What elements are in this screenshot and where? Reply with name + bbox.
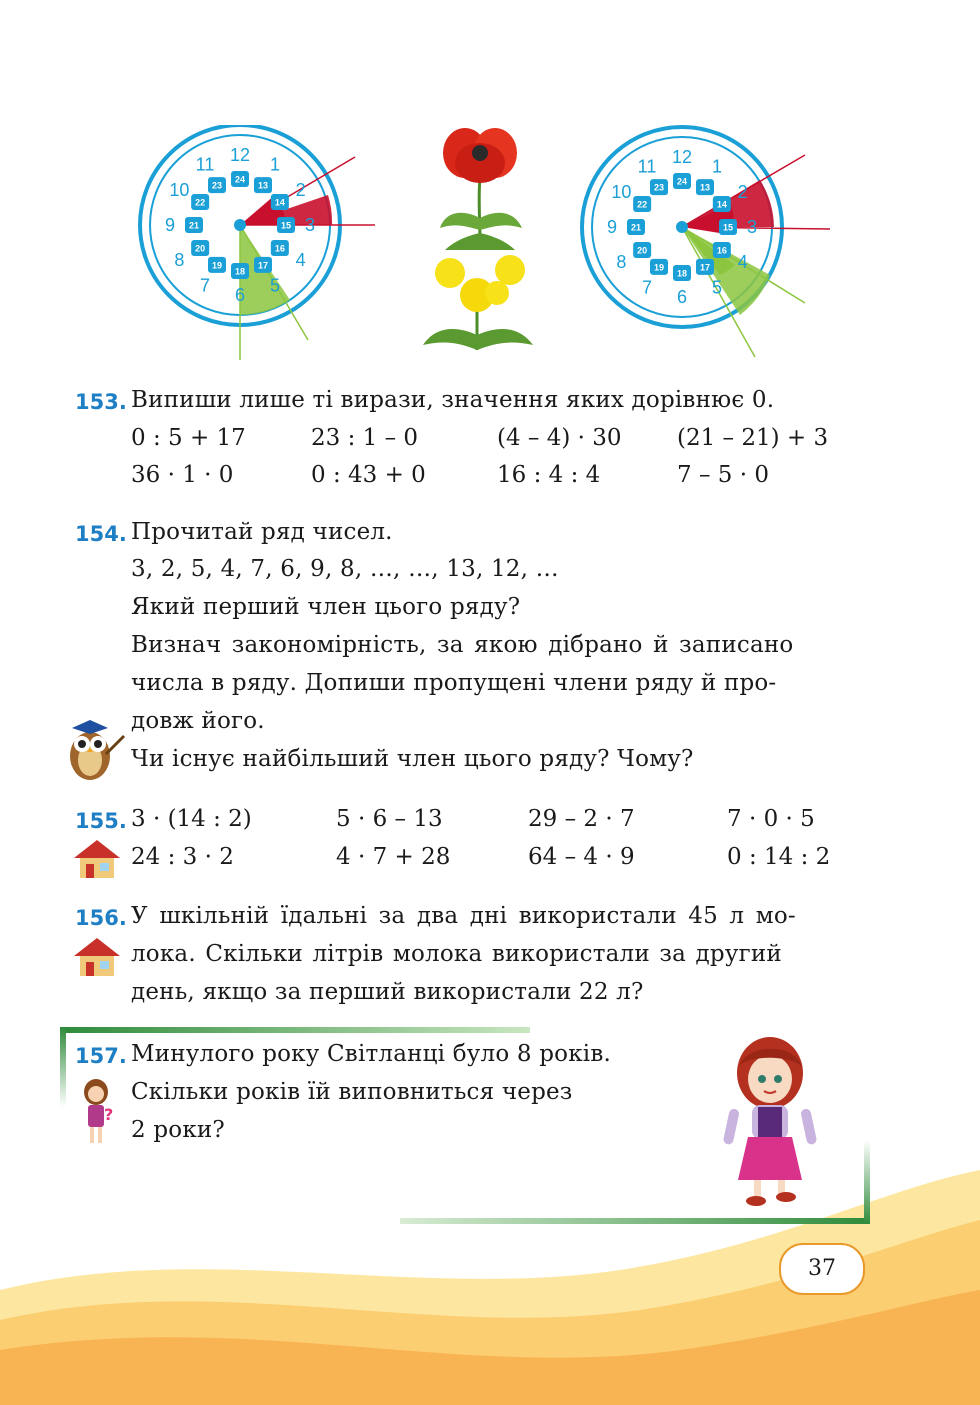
clock-hour-label: 8: [616, 252, 627, 272]
clock-hour-label: 10: [169, 180, 190, 200]
exercise-153-task: Випиши лише ті вирази, значення яких дорівнює 0.: [131, 387, 775, 413]
exercise-154-line: Визнач закономірність, за якою дібрано й записано: [131, 632, 794, 658]
clock-hour-label: 9: [164, 215, 176, 235]
clock-right: [570, 125, 840, 365]
dandelion-illustration: [415, 255, 540, 355]
page-number-badge: 37: [779, 1243, 865, 1295]
girl-thinking-icon: [78, 1078, 118, 1148]
exercise-157-frame-right: [864, 1140, 870, 1224]
exercise-154-line: Який перший член цього ряду?: [131, 594, 521, 620]
exercise-154-line: Чи існує найбільший член цього ряду? Чому?: [131, 746, 694, 772]
clock-inner-hour-label: 13: [257, 180, 269, 191]
clock-inner-hour-label: 17: [257, 260, 269, 271]
expression: 5 · 6 – 13: [336, 806, 443, 832]
clock-left: [130, 125, 390, 365]
clock-inner-hour-label: 22: [195, 197, 206, 208]
clock-inner-hour-label: 14: [274, 197, 285, 208]
clock-hour-label: 2: [295, 180, 306, 200]
clock-hour-label: 12: [671, 147, 693, 167]
exercise-154-line: 3, 2, 5, 4, 7, 6, 9, 8, …, …, 13, 12, …: [131, 556, 559, 582]
expression: 3 · (14 : 2): [131, 806, 252, 832]
expression: 4 · 7 + 28: [336, 844, 451, 870]
exercise-154-number: 154.: [75, 522, 127, 546]
clock-inner-hour-label: 14: [716, 199, 727, 210]
clock-inner-hour-label: 22: [637, 199, 648, 210]
exercise-157-line: Скільки років їй виповниться через: [131, 1079, 573, 1105]
house-homework-icon: [72, 936, 122, 978]
clock-hour-label: 9: [606, 217, 618, 237]
clock-inner-hour-label: 20: [195, 243, 206, 254]
exercise-154-line: числа в ряду. Допиши пропущені члени ряду й про-: [131, 670, 777, 696]
svg-text:?: ?: [104, 1105, 114, 1124]
owl-teacher-icon: [62, 714, 128, 784]
exercise-153-number: 153.: [75, 390, 127, 414]
expression: (21 – 21) + 3: [677, 425, 829, 451]
clock-inner-hour-label: 16: [274, 243, 285, 254]
expression: 7 – 5 · 0: [677, 462, 769, 488]
exercise-156-line: У шкільній їдальні за два дні використали 45 л мо-: [131, 903, 796, 929]
clock-inner-hour-label: 23: [211, 180, 223, 191]
clock-hour-label: 3: [746, 217, 758, 237]
clock-inner-hour-label: 24: [676, 176, 688, 187]
expression: 7 · 0 · 5: [727, 806, 815, 832]
clock-hour-label: 7: [199, 275, 211, 296]
clock-inner-hour-label: 18: [234, 266, 246, 277]
clock-inner-hour-label: 16: [716, 245, 727, 256]
clock-inner-hour-label: 15: [722, 222, 734, 233]
expression: 0 : 14 : 2: [727, 844, 831, 870]
exercise-157-frame-left: [60, 1027, 66, 1107]
expression: 0 : 43 + 0: [311, 462, 426, 488]
clock-hour-label: 4: [295, 250, 306, 270]
expression: 64 – 4 · 9: [528, 844, 635, 870]
clock-inner-hour-label: 18: [676, 268, 688, 279]
expression: 16 : 4 : 4: [497, 462, 601, 488]
house-homework-icon: [72, 838, 122, 880]
exercise-157-frame-bottom: [400, 1218, 870, 1224]
clock-hour-label: 6: [676, 287, 688, 307]
clock-hour-label: 1: [711, 156, 723, 177]
exercise-157-number: 157.: [75, 1044, 127, 1068]
exercise-154-line: Прочитай ряд чисел.: [131, 519, 393, 545]
clock-inner-hour-label: 19: [653, 262, 665, 273]
expression: 36 · 1 · 0: [131, 462, 234, 488]
clock-hour-label: 2: [737, 182, 748, 202]
expression: (4 – 4) · 30: [497, 425, 622, 451]
clock-inner-hour-label: 20: [637, 245, 648, 256]
clock-inner-hour-label: 21: [630, 222, 642, 233]
clock-hour-label: 5: [269, 275, 281, 296]
clock-inner-hour-label: 24: [234, 174, 246, 185]
clock-hour-label: 6: [234, 285, 246, 305]
clock-inner-hour-label: 19: [211, 260, 223, 271]
clock-hour-label: 3: [304, 215, 316, 235]
exercise-157-line: 2 роки?: [131, 1117, 225, 1143]
exercise-155-number: 155.: [75, 809, 127, 833]
clock-hour-label: 8: [174, 250, 185, 270]
exercise-156-line: лока. Скільки літрів молока використали за другий: [131, 941, 782, 967]
clock-hour-label: 4: [737, 252, 748, 272]
clock-hour-label: 10: [611, 182, 632, 202]
exercise-156-number: 156.: [75, 906, 127, 930]
exercise-154-line: довж його.: [131, 708, 265, 734]
clock-hour-label: 1: [269, 154, 281, 175]
clock-hour-label: 12: [229, 145, 251, 165]
clock-hour-label: 5: [711, 277, 723, 298]
expression: 0 : 5 + 17: [131, 425, 246, 451]
poppy-flower-illustration: [430, 118, 530, 253]
clock-hour-label: 11: [637, 156, 657, 177]
expression: 29 – 2 · 7: [528, 806, 635, 832]
clock-inner-hour-label: 23: [653, 182, 665, 193]
exercise-157-line: Минулого року Світланці було 8 років.: [131, 1041, 611, 1067]
clock-inner-hour-label: 17: [699, 262, 711, 273]
clock-inner-hour-label: 15: [280, 220, 292, 231]
clock-inner-hour-label: 13: [699, 182, 711, 193]
expression: 24 : 3 · 2: [131, 844, 234, 870]
clock-hour-label: 11: [195, 154, 215, 175]
clock-hour-label: 7: [641, 277, 653, 298]
clock-inner-hour-label: 21: [188, 220, 200, 231]
girl-illustration: [718, 1035, 828, 1210]
exercise-156-line: день, якщо за перший використали 22 л?: [131, 979, 644, 1005]
exercise-157-frame-top: [60, 1027, 530, 1033]
expression: 23 : 1 – 0: [311, 425, 419, 451]
